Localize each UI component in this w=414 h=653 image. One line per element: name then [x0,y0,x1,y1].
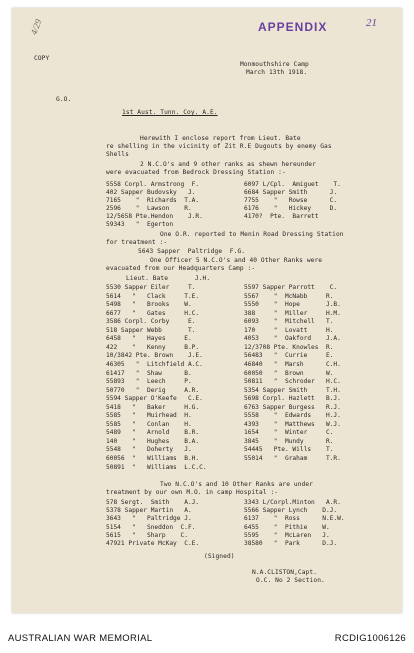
list-row [12,515,402,522]
entry-left: 422 " Kenny B.P. [106,343,200,351]
entry-left: 5585 " Muirhead H. [106,412,192,420]
entry-left: 140 " Hughes B.A. [106,437,200,445]
list-row [12,464,402,471]
list-row [12,293,402,300]
list-row [12,181,402,188]
lieutenant-entry: Lieut. Bate J.H. [126,275,211,282]
signatory-name: N.A.CLISTON,Capt. [252,569,318,576]
list-row [12,429,402,436]
list-row [12,446,402,453]
list-row [12,438,402,445]
entry-left: 402 Sapper Budovsky J. [106,189,196,196]
list-row [12,421,402,428]
entry-right: 1654 " Winter C. [244,429,334,437]
list-row [12,370,402,377]
list-row [12,310,402,317]
entry-right: 5567 " McNabb R. [244,292,334,300]
copy-label: COPY [34,55,50,62]
entry-left: 5418 " Baker H.G. [106,403,200,411]
entry-right: 38580 " Park D.J. [244,540,338,547]
entry-left: 5614 " Clack T.E. [106,292,200,300]
officer-line: One Officer 5 N.C.O's and 40 Other Ranks were [150,257,323,264]
entry-left: 5530 Sapper Eiler T. [106,284,196,291]
entry-right: 46840 " Marsh C.H. [244,360,341,368]
document-page [12,8,402,613]
list-row [12,213,402,220]
entry-left: 46305 " Litchfield A.C. [106,360,203,368]
list-row [12,524,402,531]
entry-left: 55893 " Leech P. [106,378,192,386]
signatory-role: O.C. No 2 Section. [256,577,325,584]
addressee: G.O. [56,96,72,103]
entry-left: 5548 " Doherty J. [106,446,192,454]
entry-right: 5698 Corpl. Hazlett B.J. [244,395,341,403]
list-row [12,507,402,514]
list-row [12,301,402,308]
entry-right: 6097 L/Cpl. Amiguet T. [244,181,341,188]
entry-right: 54445 Pte. Wills T. [244,446,334,454]
entry-left: 6458 " Hayes E. [106,335,192,343]
entry-left: 5378 Sapper Martin A. [106,507,192,515]
entry-left: 518 Sapper Webb T. [106,326,196,334]
entry-left: 47921 Private McKay C.E. [106,540,200,547]
entry-right: 3343 L/Corpl.Minton A.R. [244,499,341,506]
entry-left: 578 Sergt. Smith A.J. [106,499,200,506]
entry-left: 50770 " Derig A.R. [106,386,200,394]
entry-left: 5594 Sapper O'Keefe C.E. [106,395,203,403]
entry-right: 6455 " Pithie W. [244,523,330,531]
entry-right: 5595 " McLaren J. [244,531,330,539]
entry-left: 10/3842 Pte. Brown J.E. [106,352,203,360]
for-treatment: for treatment :- [106,239,168,246]
entry-left: 5615 " Sharp C. [106,531,188,539]
para1-line2: re shelling in the vicinity of Zit R.E Dugouts by enemy Gas [106,143,332,150]
list-row [12,395,402,402]
entry-right: 388 " Miller H.M. [244,309,341,317]
list-row [12,189,402,196]
appendix-stamp: APPENDIX [258,20,328,34]
entry-left: 59343 " Egerton [106,221,174,228]
para2-line2: were evacuated from Bedrock Dressing Station :- [106,169,286,176]
entry-right: 4170? Pte. Barrett [244,213,319,220]
evacuated-hq-line: evacuated from our Headquarters Camp :- [106,265,256,272]
para1-line1: Herewith I enclose report from Lieut. Bate [140,135,301,142]
date: March 13th 1918. [246,69,308,76]
margin-handwritten-note: 4/29 [28,17,44,37]
signed-label: (Signed) [204,553,235,560]
appendix-number: 21 [366,17,377,29]
entry-right: 5550 " Hope J.B. [244,301,341,309]
list-row [12,387,402,394]
list-row [12,455,402,462]
entry-right: 5597 Sapper Parrott C. [244,284,338,291]
entry-right: 5354 Sapper Smith T.H. [244,386,341,394]
entry-left: 5154 " Sneddon C.F. [106,523,196,531]
entry-right: 5566 Sapper Lynch D.J. [244,507,338,515]
entry-left: 5585 " Conlan H. [106,420,192,428]
list-row [12,335,402,342]
entry-left: 61417 " Shaw B. [106,369,192,377]
entry-left: 5498 " Brooks W. [106,301,192,309]
entry-left: 5489 " Arnold B.R. [106,429,200,437]
entry-left: 12/5658 Pte.Hendon J.R. [106,213,203,220]
entry-right: 60050 " Brown W. [244,369,334,377]
entry-right: 3845 " Mundy R. [244,437,334,445]
entry-right: 5558 " Edwards H.J. [244,412,341,420]
entry-left: 7165 " Richards T.A. [106,197,200,204]
entry-right: 12/3708 Pte. Knowles R. [244,343,334,351]
para2-line1: 2 N.C.O's and 9 other ranks as shewn hereunder [140,161,316,168]
entry-left: 2596 " Lawson R. [106,205,192,212]
list-row [12,499,402,506]
entry-right: 6137 " Ross N.E.W. [244,515,345,523]
para1-line3: Shells [106,151,129,158]
list-row [12,361,402,368]
under-treatment-line1: Two N.C.O's and 10 Other Ranks are under [160,481,314,488]
list-row [12,284,402,291]
list-row [12,532,402,539]
entry-right: 4393 " Matthews W.J. [244,420,341,428]
list-row [12,327,402,334]
location: Monmouthshire Camp [240,61,309,68]
list-row [12,404,402,411]
entry-right: 170 " Lovatt H. [244,326,334,334]
entry-left: 5558 Corpl. Armstrong F. [106,181,200,188]
entry-right: 6093 " Mitchell T. [244,318,334,326]
list-row [12,352,402,359]
archive-name: AUSTRALIAN WAR MEMORIAL [8,633,153,644]
menin-road-line: One O.R. reported to Menin Road Dressing Station [160,231,344,238]
archive-footer [0,620,414,653]
for-treatment-entry: 5643 Sapper Paltridge F.G. [138,248,246,255]
entry-right: 50811 " Schroder H.C. [244,378,341,386]
entry-right: 55014 " Graham T.R. [244,455,341,462]
archive-reference: RCDIG1006126 [334,633,406,644]
list-row [12,540,402,547]
entry-right: 6763 Sapper Burgess R.J. [244,403,341,411]
list-row [12,197,402,204]
list-row [12,318,402,325]
entry-right: 6176 " Hickey D. [244,205,338,212]
list-row [12,205,402,212]
entry-right: 7755 " Rowse C. [244,197,338,204]
entry-right: 6684 Sapper Smith J. [244,189,338,196]
list-row [12,412,402,419]
list-row [12,378,402,385]
entry-left: 3586 Corpl. Corby E. [106,318,196,326]
entry-left: 50891 " Williams L.C.C. [106,463,207,471]
entry-left: 60056 " Williams B.H. [106,455,200,462]
entry-right: 56483 " Currie E. [244,352,334,360]
under-treatment-line2: treatment by our own M.O. in camp Hospital :- [106,489,279,496]
list-row [12,344,402,351]
list-row [12,221,402,228]
entry-left: 3643 " Paltridge J. [106,515,192,523]
entry-right: 4053 " Oakford J.A. [244,335,341,343]
entry-left: 6677 " Gates H.C. [106,309,200,317]
unit-heading: 1st Aust. Tunn. Coy. A.E. [122,109,218,116]
